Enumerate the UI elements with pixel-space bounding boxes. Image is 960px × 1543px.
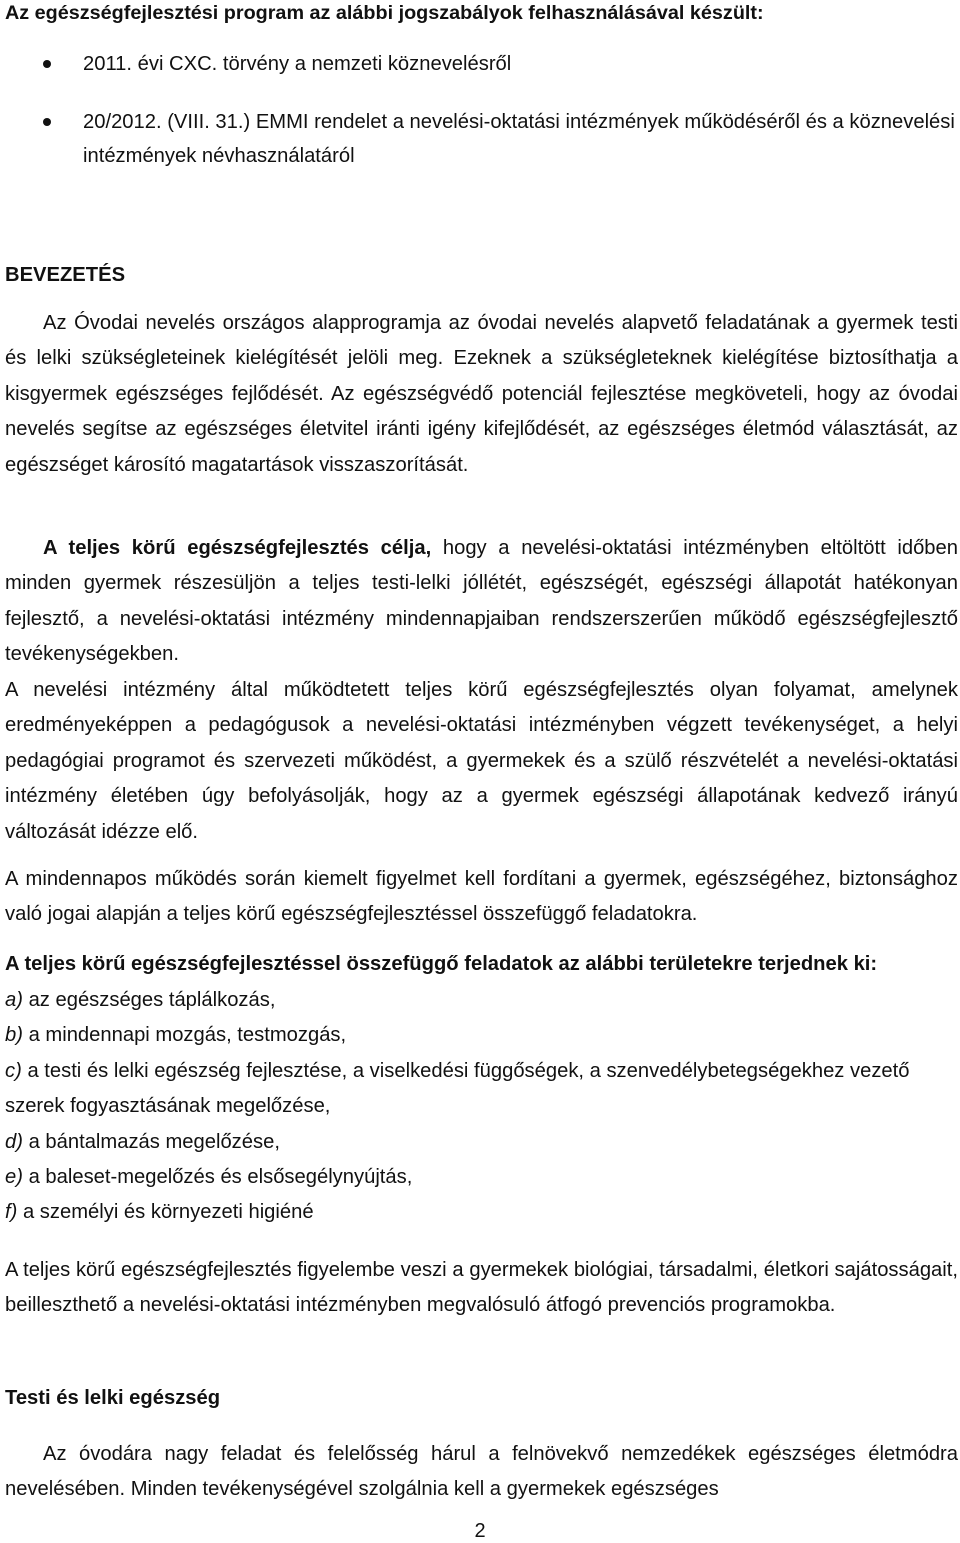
paragraph: A teljes körű egészségfejlesztés figyelembe veszi a gyermekek biológiai, társadalmi, életkori sajátosságait, beilleszthető a nevelési-oktatási intézményben megvalósuló átfogó prevenciós programokba. (5, 1259, 958, 1317)
list-item: f) a személyi és környezeti higiéné (5, 1201, 314, 1224)
section-title-intro: BEVEZETÉS (5, 264, 126, 286)
paragraph: A nevelési intézmény által működtetett teljes körű egészségfejlesztés olyan folyamat, amelynek eredményeképpen a pedagógusok a nevelési-oktatási intézményben végzett tevékenységet, a helyi pedagógiai programot és szervezeti működést, a gyermekek és a szülő részvételét a nevelési-oktatási intézmény életében úgy befolyásolják, hogy az a gyermek egészségi állapotának kedvező irányú változását idézze elő. (5, 679, 958, 843)
list-item: b) a mindennapi mozgás, testmozgás, (5, 1024, 347, 1047)
legal-basis-list (5, 47, 958, 173)
health-paragraph: Az óvodára nagy feladat és felelősség hárul a felnövekvő nemzedékek egészséges életmódra nevelésében. Minden tevékenységével szolgálnia kell a gyermekek egészséges (5, 1443, 958, 1501)
intro-paragraph: Az Óvodai nevelés országos alapprogramja az óvodai nevelés alapvető feladatának a gyermek testi és lelki szükségleteinek kielégítését jelöli meg. Ezeknek a szükségleteknek kielégítése biztosíthatja a kisgyermek egészséges fejlődését. Az egészségvédő potenciál fejlesztése megköveteli, hogy az óvodai nevelés segítse az egészséges életvitel iránti igény kifejlődését, az egészséges életmód választását, az egészséget károsító magatartások visszaszorítását. (5, 312, 958, 476)
areas-heading: A teljes körű egészségfejlesztéssel összefüggő feladatok az alábbi területekre terjednek ki: (5, 953, 878, 975)
page-number: 2 (474, 1520, 486, 1542)
bullet-icon (43, 60, 51, 68)
list-item: a) az egészséges táplálkozás, (5, 989, 276, 1011)
legal-basis-heading: Az egészségfejlesztési program az alábbi jogszabályok felhasználásával készült: (5, 2, 764, 24)
areas-list (5, 983, 958, 1231)
bullet-icon (43, 118, 51, 126)
list-item: 2011. évi CXC. törvény a nemzeti köznevelésről (5, 47, 958, 81)
goal-paragraph: A teljes körű egészségfejlesztés célja, hogy a nevelési-oktatási intézményben eltöltött időben minden gyermek részesüljön a teljes testi-lelki jóllétét, egészségét, egészségi állapotát hatékonyan fejlesztő, a nevelési-oktatási intézmény mindennapjaiban rendszerszerűen működő egészségfejlesztő tevékenységekben. (5, 537, 958, 666)
list-item: d) a bántalmazás megelőzése, (5, 1130, 280, 1153)
section-title-health: Testi és lelki egészség (5, 1387, 221, 1409)
list-item: c) a testi és lelki egészség fejlesztése, a viselkedési függőségek, a szenvedélybetegségekhez vezető szerek fogyasztásának megelőzése, (5, 1059, 910, 1118)
paragraph: A mindennapos működés során kiemelt figyelmet kell fordítani a gyermek, egészségéhez, biztonsághoz való jogai alapján a teljes körű egészségfejlesztéssel összefüggő feladatokra. (5, 868, 958, 926)
list-item: e) a baleset-megelőzés és elsősegélynyújtás, (5, 1166, 413, 1189)
list-item: 20/2012. (VIII. 31.) EMMI rendelet a nevelési-oktatási intézmények működéséről és a köznevelési intézmények névhasználatáról (5, 105, 958, 173)
